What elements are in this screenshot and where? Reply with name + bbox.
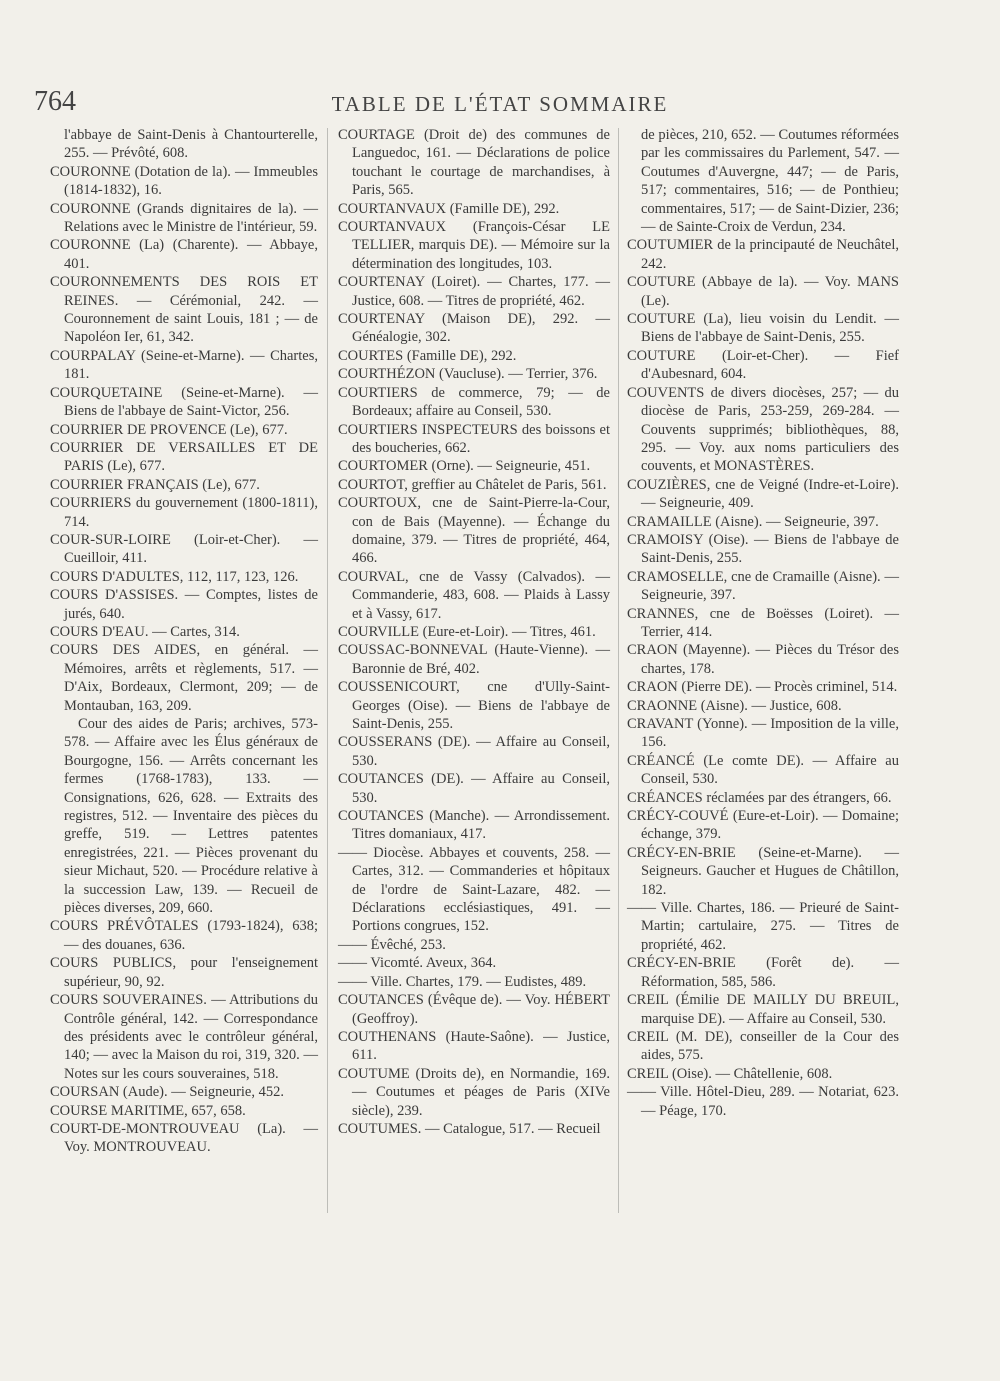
index-entry: CREIL (M. DE), conseiller de la Cour des aides, 575.: [627, 1028, 899, 1064]
index-entry: COURTES (Famille DE), 292.: [338, 347, 517, 364]
index-entry: COUSSAC-BONNEVAL (Haute-Vienne). — Baronnie de Bré, 402.: [338, 642, 610, 677]
index-entry: COUTUMIER de la principauté de Neuchâtel, 242.: [627, 237, 899, 272]
index-entry: COUTANCES (Manche). — Arrondissement. Titres domaniaux, 417.: [338, 808, 610, 843]
index-entry: CRAMAILLE (Aisne). — Seigneurie, 397.: [627, 513, 879, 530]
index-entry: COURVILLE (Eure-et-Loir). — Titres, 461.: [338, 623, 596, 640]
index-entry: CRAMOSELLE, cne de Cramaille (Aisne). — Seigneurie, 397.: [627, 568, 899, 604]
index-entry: COUTURE (La), lieu voisin du Lendit. — Biens de l'abbaye de Saint-Denis, 255.: [627, 311, 899, 346]
index-entry: CRÉANCÉ (Le comte DE). — Affaire au Conseil, 530.: [627, 752, 899, 788]
index-entry: COURPALAY (Seine-et-Marne). — Chartes, 181.: [50, 347, 318, 383]
page-title: TABLE DE L'ÉTAT SOMMAIRE: [331, 92, 669, 116]
index-entry: CREIL (Oise). — Châtellenie, 608.: [627, 1065, 833, 1082]
index-entry: COURS D'EAU. — Cartes, 314.: [50, 623, 240, 640]
index-entry: COUTURE (Loir-et-Cher). — Fief d'Aubesnard, 604.: [627, 347, 899, 383]
index-entry: COUTUMES. — Catalogue, 517. — Recueil: [338, 1120, 601, 1137]
index-entry: COUTANCES (Évêque de). — Voy. HÉBERT (Geoffroy).: [338, 992, 610, 1027]
index-entry: COURS PUBLICS, pour l'enseignement supérieur, 90, 92.: [50, 955, 318, 990]
column-divider: [618, 128, 619, 1213]
column-divider: [327, 128, 328, 1213]
index-entry: COURVAL, cne de Vassy (Calvados). — Commanderie, 483, 608. — Plaids à Lassy et à Vassy, 617.: [338, 568, 610, 622]
index-entry: CRAON (Pierre DE). — Procès criminel, 514.: [627, 679, 898, 696]
index-entry: COURS SOUVERAINES. — Attributions du Contrôle général, 142. — Correspondance des présidents avec le contrôleur général, 140; — avec la Maison du roi, 319, 320. — Notes sur les cours souveraines, 518.: [50, 992, 318, 1082]
index-entry: COURTENAY (Maison DE), 292. — Généalogie, 302.: [338, 311, 610, 346]
index-entry: CRÉCY-COUVÉ (Eure-et-Loir). — Domaine; échange, 379.: [627, 808, 899, 843]
index-entry: COURONNE (Grands dignitaires de la). — Relations avec le Ministre de l'intérieur, 59.: [50, 200, 318, 236]
index-entry: COURRIER DE VERSAILLES ET DE PARIS (Le), 677.: [50, 439, 318, 475]
index-entry: l'abbaye de Saint-Denis à Chantourterelle, 255. — Prévôté, 608.: [64, 127, 318, 162]
index-entry: COURONNEMENTS DES ROIS ET REINES. — Cérémonial, 242. — Couronnement de saint Louis, 181 ; — de Napoléon Ier, 61, 342.: [50, 274, 318, 346]
index-entry: —— Ville. Chartes, 179. — Eudistes, 489.: [338, 973, 587, 990]
index-entry: —— Ville. Hôtel-Dieu, 289. — Notariat, 623. — Péage, 170.: [627, 1084, 899, 1119]
index-entry: COURTOUX, cne de Saint-Pierre-la-Cour, con de Bais (Mayenne). — Échange du domaine, 379. — Titres de propriété, 464, 466.: [338, 495, 610, 567]
index-entry: CRANNES, cne de Boësses (Loiret). — Terrier, 414.: [627, 605, 899, 640]
index-entry: COURQUETAINE (Seine-et-Marne). — Biens de l'abbaye de Saint-Victor, 256.: [50, 384, 318, 420]
index-entry: COURTIERS de commerce, 79; — de Bordeaux; affaire au Conseil, 530.: [338, 384, 610, 420]
index-entry: COUSSERANS (DE). — Affaire au Conseil, 530.: [338, 734, 610, 769]
index-entry: COUTURE (Abbaye de la). — Voy. MANS (Le).: [627, 274, 899, 309]
index-entry: CRÉCY-EN-BRIE (Seine-et-Marne). — Seigneurs. Gaucher et Hugues de Châtillon, 182.: [627, 844, 899, 898]
index-entry: COURS D'ASSISES. — Comptes, listes de jurés, 640.: [50, 587, 318, 622]
index-entry: COURT-DE-MONTROUVEAU (La). — Voy. MONTROUVEAU.: [50, 1120, 318, 1156]
index-entry: CRÉCY-EN-BRIE (Forêt de). — Réformation, 585, 586.: [627, 955, 899, 990]
index-entry: COURTOT, greffier au Châtelet de Paris, 561.: [338, 476, 607, 493]
index-entry: COUSSENICOURT, cne d'Ully-Saint-Georges (Oise). — Biens de l'abbaye de Saint-Denis, 255.: [338, 679, 610, 732]
index-entry: COUZIÈRES, cne de Veigné (Indre-et-Loire). — Seigneurie, 409.: [627, 476, 899, 512]
index-entry: —— Diocèse. Abbayes et couvents, 258. — Cartes, 312. — Commanderies et hôpitaux de l'ordre de Saint-Lazare, 482. — Déclarations ecclésiastiques, 491. — Portions congrues, 152.: [338, 844, 610, 935]
index-entry: COURRIER FRANÇAIS (Le), 677.: [50, 476, 260, 493]
index-entry: CRAONNE (Aisne). — Justice, 608.: [627, 697, 842, 714]
index-column-2: [338, 126, 610, 1138]
index-entry: COURSAN (Aude). — Seigneurie, 452.: [50, 1084, 284, 1101]
index-entry: —— Ville. Chartes, 186. — Prieuré de Saint-Martin; cartulaire, 275. — Titres de propriété, 462.: [627, 900, 899, 953]
index-entry: COURS D'ADULTES, 112, 117, 123, 126.: [50, 568, 299, 585]
index-entry: CRÉANCES réclamées par des étrangers, 66.: [627, 789, 892, 806]
index-entry: COURRIERS du gouvernement (1800-1811), 714.: [50, 495, 318, 530]
index-entry: COURONNE (Dotation de la). — Immeubles (1814-1832), 16.: [50, 163, 318, 199]
index-entry: COUTHENANS (Haute-Saône). — Justice, 611.: [338, 1028, 610, 1064]
index-entry: COUR-SUR-LOIRE (Loir-et-Cher). — Cueilloir, 411.: [50, 531, 318, 567]
index-entry: CREIL (Émilie DE MAILLY DU BREUIL, marquise DE). — Affaire au Conseil, 530.: [627, 992, 899, 1027]
index-entry: COURTHÉZON (Vaucluse). — Terrier, 376.: [338, 366, 598, 383]
index-entry: CRAMOISY (Oise). — Biens de l'abbaye de Saint-Denis, 255.: [627, 531, 899, 567]
index-entry: COUVENTS de divers diocèses, 257; — du diocèse de Paris, 253-259, 269-284. — Couvents supprimés; bibliothèques, 88, 295. — Voy. aux noms particuliers des couvents, et MONASTÈRES.: [627, 384, 899, 475]
index-entry: COURTANVAUX (Famille DE), 292.: [338, 200, 560, 217]
index-entry: COURSE MARITIME, 657, 658.: [50, 1102, 246, 1119]
index-entry: COURS DES AIDES, en général. — Mémoires, arrêts et règlements, 517. — D'Aix, Bordeaux, Clermont, 209; — de Montauban, 163, 209.: [50, 642, 318, 714]
index-entry: COURTENAY (Loiret). — Chartes, 177. — Justice, 608. — Titres de propriété, 462.: [338, 274, 610, 309]
index-entry: COUTUME (Droits de), en Normandie, 169. — Coutumes et péages de Paris (XIVe siècle), 239.: [338, 1065, 610, 1119]
index-entry: COURTAGE (Droit de) des communes de Languedoc, 161. — Déclarations de police touchant le courtage de marchandises, à Paris, 565.: [338, 127, 610, 199]
index-entry: CRAVANT (Yonne). — Imposition de la ville, 156.: [627, 716, 899, 751]
index-entry: COUTANCES (DE). — Affaire au Conseil, 530.: [338, 771, 610, 806]
index-entry: —— Vicomté. Aveux, 364.: [338, 955, 497, 972]
index-entry: COURONNE (La) (Charente). — Abbaye, 401.: [50, 237, 318, 272]
index-entry: COURTIERS INSPECTEURS des boissons et des boucheries, 662.: [338, 421, 610, 456]
index-entry: COURS PRÉVÔTALES (1793-1824), 638; — des douanes, 636.: [50, 918, 318, 953]
index-column-1: [50, 126, 318, 1157]
index-entry: COURRIER DE PROVENCE (Le), 677.: [50, 421, 288, 438]
index-entry: —— Évêché, 253.: [338, 936, 446, 953]
index-entry: COURTOMER (Orne). — Seigneurie, 451.: [338, 458, 591, 475]
index-entry: CRAON (Mayenne). — Pièces du Trésor des chartes, 178.: [627, 642, 899, 677]
index-entry: de pièces, 210, 652. — Coutumes réformées par les commissaires du Parlement, 547. — Coutumes d'Auvergne, 447; — de Paris, 517; commentaires, 516; — de Ponthieu; commentaires, 517; — de Saint-Dizier, 236; — de Sainte-Croix de Verdun, 234.: [641, 127, 899, 236]
index-column-3: [627, 126, 899, 1120]
index-entry: COURTANVAUX (François-César LE TELLIER, marquis DE). — Mémoire sur la détermination des longitudes, 103.: [338, 219, 610, 272]
page-number: 764: [34, 86, 76, 117]
index-entry: Cour des aides de Paris; archives, 573-578. — Affaire avec les Élus généraux de Bourgogne, 156. — Arrêts concernant les fermes (1768-1783), 133. — Consignations, 626, 628. — Extraits des registres, 512. — Inventaire des pièces du greffe, 519. — Lettres patentes enregistrées, 221. — Pièces provenant du sieur Michaut, 520. — Procédure relative à la succession Law, 139. — Recueil de pièces diverses, 209, 660.: [64, 716, 318, 917]
